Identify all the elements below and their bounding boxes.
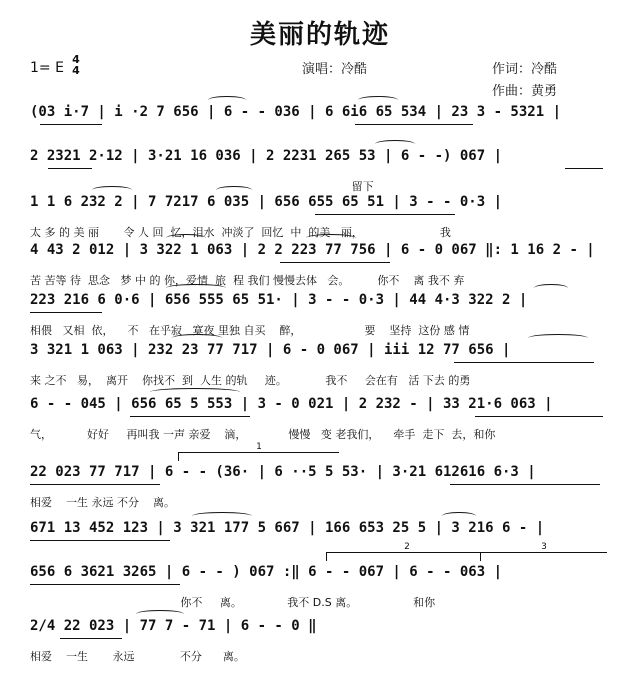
beam-line: [475, 416, 603, 417]
beam-line: [565, 168, 603, 169]
slur-mark: [92, 186, 132, 194]
slur-mark: [216, 186, 252, 194]
composer-credit: 作曲：黄勇: [492, 84, 558, 99]
lyrics-line: 相偎 又相 依， 不 在乎寂 寞夜 里独 自买 醉， 要 坚持 这份 感 情: [30, 324, 470, 337]
beam-line: [60, 638, 122, 639]
beam-line: [48, 168, 92, 169]
lyrics-line: 相爱 一生 永远 不分 离。: [30, 496, 175, 509]
slur-mark: [208, 96, 246, 104]
beam-line: [30, 540, 170, 541]
lyrics-line: 太 多 的 美 丽 令 人 回 忆，泪水 冲淡了 回忆 中 的美 丽， 我: [30, 226, 451, 239]
beam-line: [30, 484, 160, 485]
beam-line: [280, 262, 390, 263]
time-signature-top: 4: [72, 53, 80, 66]
volta-bracket: [480, 542, 607, 561]
lyrics-line: 留下: [30, 180, 374, 193]
time-signature: [70, 54, 82, 76]
lyrics-line: 苦 苦等 待 思念 梦 中 的 你，爱情 旅 程 我们 慢慢去体 会。 你不 离 我不 弃: [30, 274, 465, 287]
slur-mark: [166, 284, 226, 292]
notation-line: 6 - - 045 | 656 65 5 553 | 3 - 0 021 | 2 232 - | 33 21·6 063 |: [30, 396, 553, 412]
lyrics-line: 你不 离。 我不 D.S 离。 和你: [30, 596, 436, 609]
beam-line: [355, 124, 473, 125]
notation-line: 22 023 77 717 | 6 - - (36· | 6 ··5 5 53· | 3·21 612616 6·3 |: [30, 464, 536, 480]
lyricist-credit: 作词：冷酷: [492, 62, 558, 77]
slur-mark: [172, 334, 222, 342]
slur-mark: [306, 234, 356, 242]
song-title: 美丽的轨迹: [249, 20, 390, 50]
notation-line: 656 6 3621 3265 | 6 - - ) 067 :‖ 6 - - 067 | 6 - - 063 |: [30, 564, 503, 580]
notation-line: 671 13 452 123 | 3 321 177 5 667 | 166 653 25 5 | 3 216 6 - |: [30, 520, 545, 536]
slur-mark: [192, 512, 252, 520]
volta-number: 1: [256, 442, 262, 452]
singer-credit: 演唱：冷酷: [302, 62, 368, 77]
volta-bracket: [326, 542, 487, 561]
notation-line: 2/4 22 023 | 77 7 - 71 | 6 - - 0 ‖: [30, 618, 317, 634]
volta-bracket: [178, 442, 339, 461]
notation-line: (03 i·7 | i ·2 7 656 | 6 - - 036 | 6 6i6 65 534 | 23 3 - 5321 |: [30, 104, 562, 120]
time-signature-bottom: 4: [72, 64, 80, 77]
slur-mark: [150, 388, 240, 396]
notation-line: 3 321 1 063 | 232 23 77 717 | 6 - 0 067 | iii 12 77 656 |: [30, 342, 511, 358]
lyrics-line: 来 之不 易， 离开 你找不 到 人生 的轨 迹。 我不 会在有 活 下去 的勇: [30, 374, 471, 387]
beam-line: [315, 214, 455, 215]
beam-line: [130, 416, 250, 417]
notation-line: 1 1 6 232 2 | 7 7217 6 035 | 656 655 65 51 | 3 - - 0·3 |: [30, 194, 503, 210]
notation-line: 2 2321 2·12 | 3·21 16 036 | 2 2231 265 53 | 6 - -) 067 |: [30, 148, 503, 164]
slur-mark: [358, 96, 398, 104]
key-signature: 1= E: [30, 60, 64, 76]
beam-line: [30, 584, 180, 585]
slur-mark: [528, 334, 588, 342]
beam-line: [450, 484, 600, 485]
slur-mark: [136, 610, 184, 618]
volta-number: 3: [541, 542, 547, 552]
notation-line: 4 43 2 012 | 3 322 1 063 | 2 2 223 77 756 | 6 - 0 067 ‖: 1 16 2 - |: [30, 242, 595, 258]
slur-mark: [442, 512, 476, 520]
beam-line: [30, 312, 102, 313]
slur-mark: [166, 234, 206, 242]
slur-mark: [534, 284, 568, 292]
lyrics-line: 相爱 一生 永远 不分 离。: [30, 650, 245, 663]
notation-line: 223 216 6 0·6 | 656 555 65 51· | 3 - - 0·3 | 44 4·3 322 2 |: [30, 292, 528, 308]
lyrics-line: 气， 好好 再叫我 一声 亲爱 滴， 慢慢 变 老我们， 牵手 走下 去，和你: [30, 428, 496, 441]
beam-line: [40, 124, 102, 125]
volta-number: 2: [404, 542, 410, 552]
slur-mark: [375, 140, 415, 148]
beam-line: [454, 362, 594, 363]
